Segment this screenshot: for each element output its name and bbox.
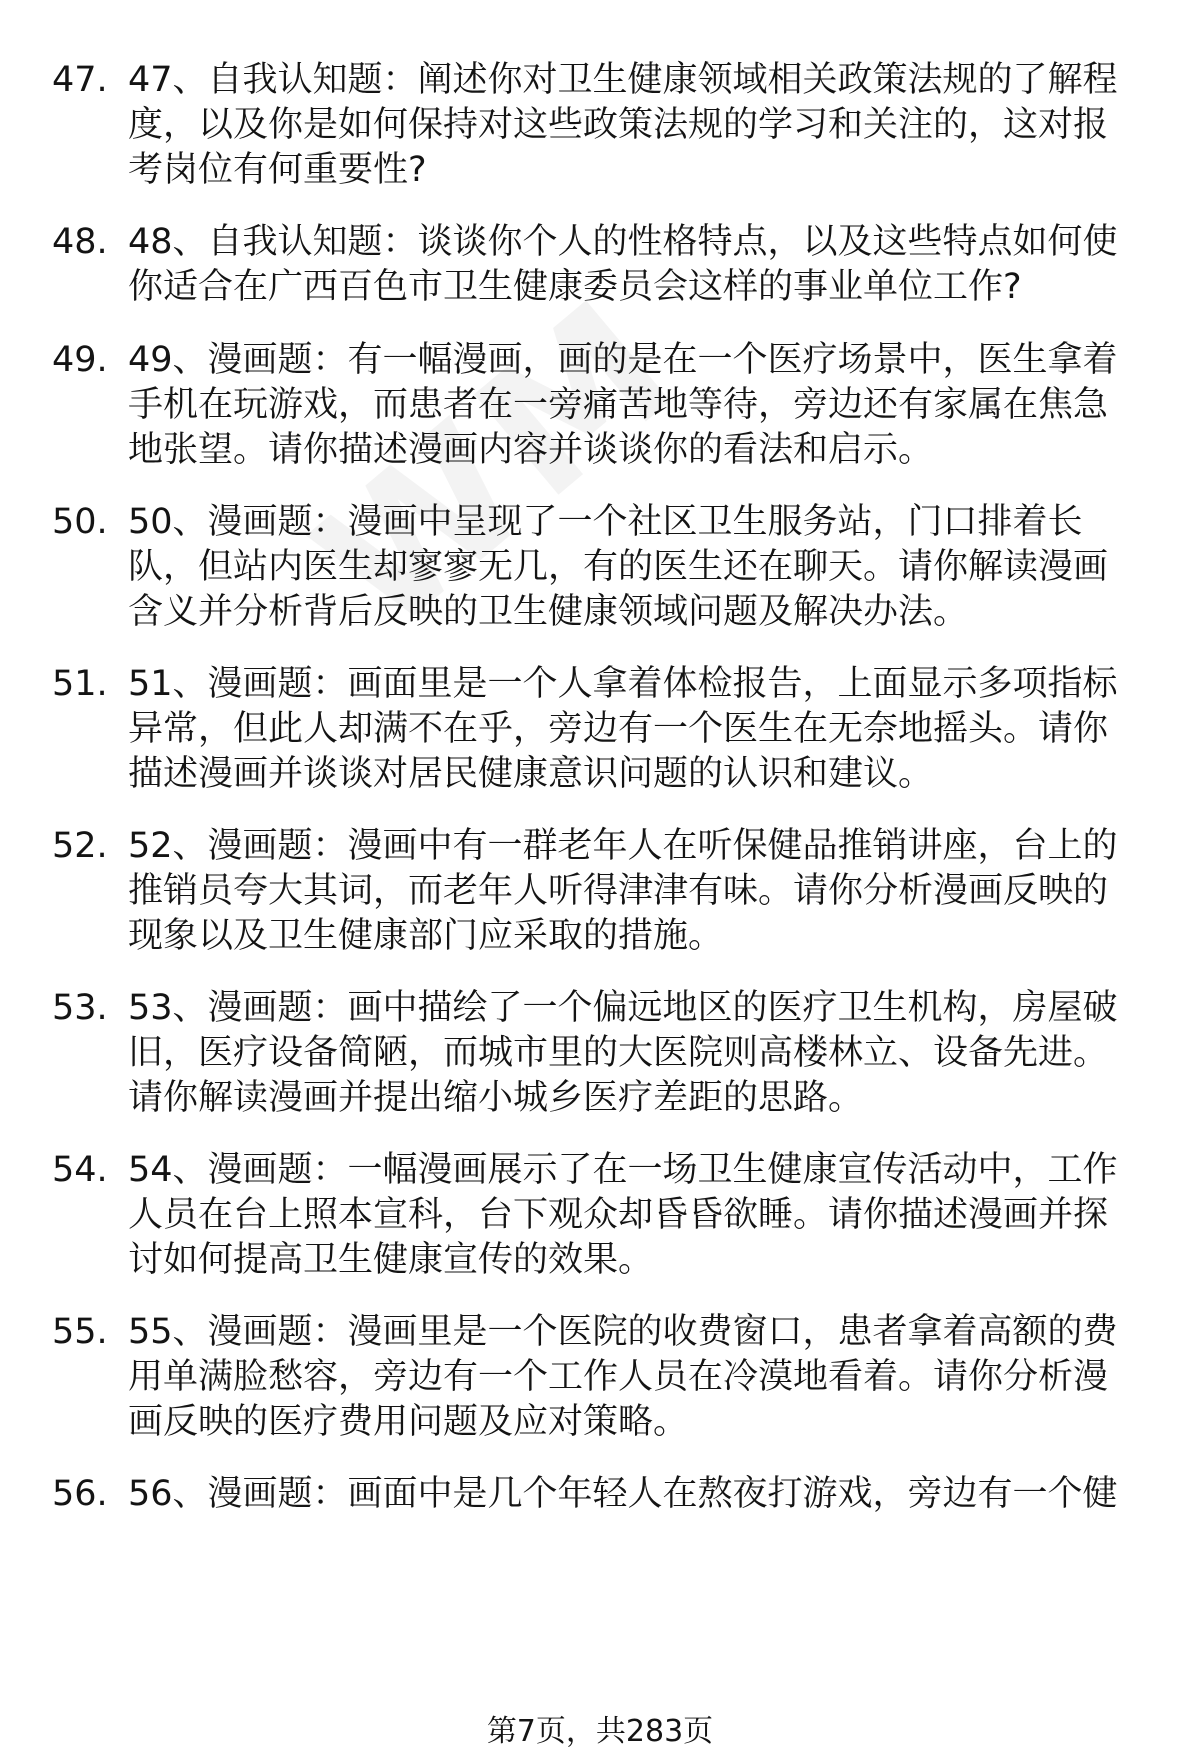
question-text-line: 请你解读漫画并提出缩小城乡医疗差距的思路。 [128, 1078, 864, 1118]
question-number: 55. [52, 1312, 108, 1352]
question-number: 53. [52, 988, 108, 1028]
question-number: 56. [52, 1474, 108, 1514]
question-text-line: 53、漫画题：画中描绘了一个偏远地区的医疗卫生机构，房屋破 [128, 988, 1118, 1028]
question-text-line: 52、漫画题：漫画中有一群老年人在听保健品推销讲座，台上的 [128, 826, 1118, 866]
question-number: 50. [52, 502, 108, 542]
question-text-line: 47、自我认知题：阐述你对卫生健康领域相关政策法规的了解程 [128, 60, 1118, 100]
question-text-line: 人员在台上照本宣科，台下观众却昏昏欲睡。请你描述漫画并探 [128, 1195, 1109, 1235]
question-text-line: 度，以及你是如何保持对这些政策法规的学习和关注的，这对报 [128, 105, 1109, 145]
question-text-line: 54、漫画题：一幅漫画展示了在一场卫生健康宣传活动中，工作 [128, 1150, 1118, 1190]
question-text-line: 讨如何提高卫生健康宣传的效果。 [128, 1240, 654, 1280]
question-text-line: 48、自我认知题：谈谈你个人的性格特点，以及这些特点如何使 [128, 222, 1118, 262]
question-number: 54. [52, 1150, 108, 1190]
page-footer: 第7页，共283页 [486, 1714, 714, 1749]
question-text-line: 画反映的医疗费用问题及应对策略。 [128, 1402, 689, 1442]
question-text-line: 49、漫画题：有一幅漫画，画的是在一个医疗场景中，医生拿着 [128, 340, 1118, 380]
question-text-line: 手机在玩游戏，而患者在一旁痛苦地等待，旁边还有家属在焦急 [128, 385, 1109, 425]
question-number: 48. [52, 222, 108, 262]
question-text-line: 地张望。请你描述漫画内容并谈谈你的看法和启示。 [128, 430, 934, 470]
question-number: 49. [52, 340, 108, 380]
question-text-line: 用单满脸愁容，旁边有一个工作人员在冷漠地看着。请你分析漫 [128, 1357, 1109, 1397]
question-text-line: 异常，但此人却满不在乎，旁边有一个医生在无奈地摇头。请你 [128, 709, 1109, 749]
question-text-line: 考岗位有何重要性? [128, 150, 427, 190]
question-number: 52. [52, 826, 108, 866]
question-text-line: 旧，医疗设备简陋，而城市里的大医院则高楼林立、设备先进。 [128, 1033, 1109, 1073]
question-text-line: 队，但站内医生却寥寥无几，有的医生还在聊天。请你解读漫画 [128, 547, 1109, 587]
question-text-line: 推销员夸大其词，而老年人听得津津有味。请你分析漫画反映的 [128, 871, 1109, 911]
question-number: 47. [52, 60, 108, 100]
question-text-line: 现象以及卫生健康部门应采取的措施。 [128, 916, 724, 956]
question-text-line: 描述漫画并谈谈对居民健康意识问题的认识和建议。 [128, 754, 934, 794]
question-number: 51. [52, 664, 108, 704]
question-text-line: 你适合在广西百色市卫生健康委员会这样的事业单位工作? [128, 267, 1022, 307]
question-text-line: 55、漫画题：漫画里是一个医院的收费窗口，患者拿着高额的费 [128, 1312, 1118, 1352]
question-text-line: 含义并分析背后反映的卫生健康领域问题及解决办法。 [128, 592, 969, 632]
question-text-line: 51、漫画题：画面里是一个人拿着体检报告，上面显示多项指标 [128, 664, 1118, 704]
question-text-line: 50、漫画题：漫画中呈现了一个社区卫生服务站，门口排着长 [128, 502, 1083, 542]
question-text-line: 56、漫画题：画面中是几个年轻人在熬夜打游戏，旁边有一个健 [128, 1474, 1118, 1514]
